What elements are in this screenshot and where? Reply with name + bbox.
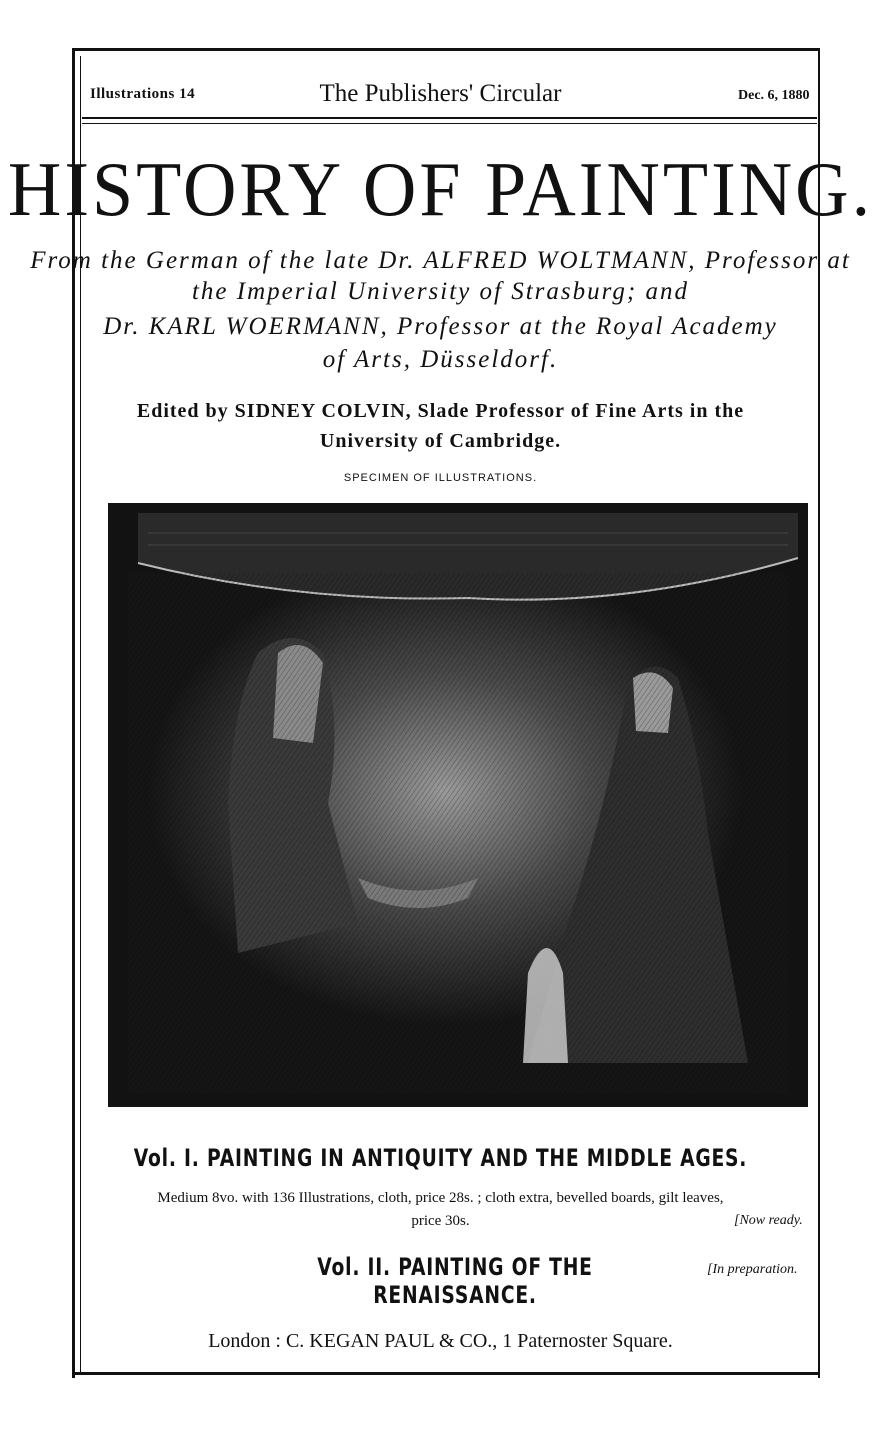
book-title: HISTORY OF PAINTING. bbox=[7, 146, 874, 234]
issue-date: Dec. 6, 1880 bbox=[738, 88, 810, 103]
running-head: The Publishers' Circular bbox=[319, 80, 562, 107]
publisher-imprint: London : C. KEGAN PAUL & CO., 1 Paternoster Square. bbox=[208, 1330, 673, 1352]
authors-line-4: of Arts, Düsseldorf. bbox=[322, 346, 559, 373]
page-number: Illustrations 14 bbox=[90, 86, 196, 102]
frame-bottom-rule bbox=[72, 1372, 820, 1375]
authors-line-2: the Imperial University of Strasburg; and bbox=[191, 278, 689, 305]
specimen-label: SPECIMEN OF ILLUSTRATIONS. bbox=[343, 472, 538, 484]
volume-1-status: [Now ready. bbox=[734, 1213, 803, 1228]
volume-2-title: Vol. II. PAINTING OF THE RENAISSANCE. bbox=[317, 1253, 593, 1309]
volume-2-status: [In preparation. bbox=[707, 1262, 798, 1277]
header-rule bbox=[82, 117, 817, 119]
header-rule-thin bbox=[82, 123, 817, 124]
authors-line-3: Dr. KARL WOERMANN, Professor at the Royal Academy bbox=[103, 313, 778, 340]
engraving-artwork bbox=[108, 503, 808, 1107]
specimen-engraving bbox=[108, 503, 808, 1107]
editor-line-2: University of Cambridge. bbox=[319, 430, 562, 452]
volume-1-details-1: Medium 8vo. with 136 Illustrations, cloth, price 28s. ; cloth extra, bevelled boards, gilt leaves, bbox=[157, 1190, 724, 1206]
volume-1-details-2: price 30s. bbox=[411, 1213, 470, 1229]
editor-line-1: Edited by SIDNEY COLVIN, Slade Professor of Fine Arts in the bbox=[136, 400, 745, 422]
volume-1-title: Vol. I. PAINTING IN ANTIQUITY AND THE MIDDLE AGES. bbox=[133, 1144, 748, 1172]
frame-top-rule bbox=[72, 48, 820, 51]
authors-line-1: From the German of the late Dr. ALFRED WOLTMANN, Professor at bbox=[30, 247, 851, 274]
